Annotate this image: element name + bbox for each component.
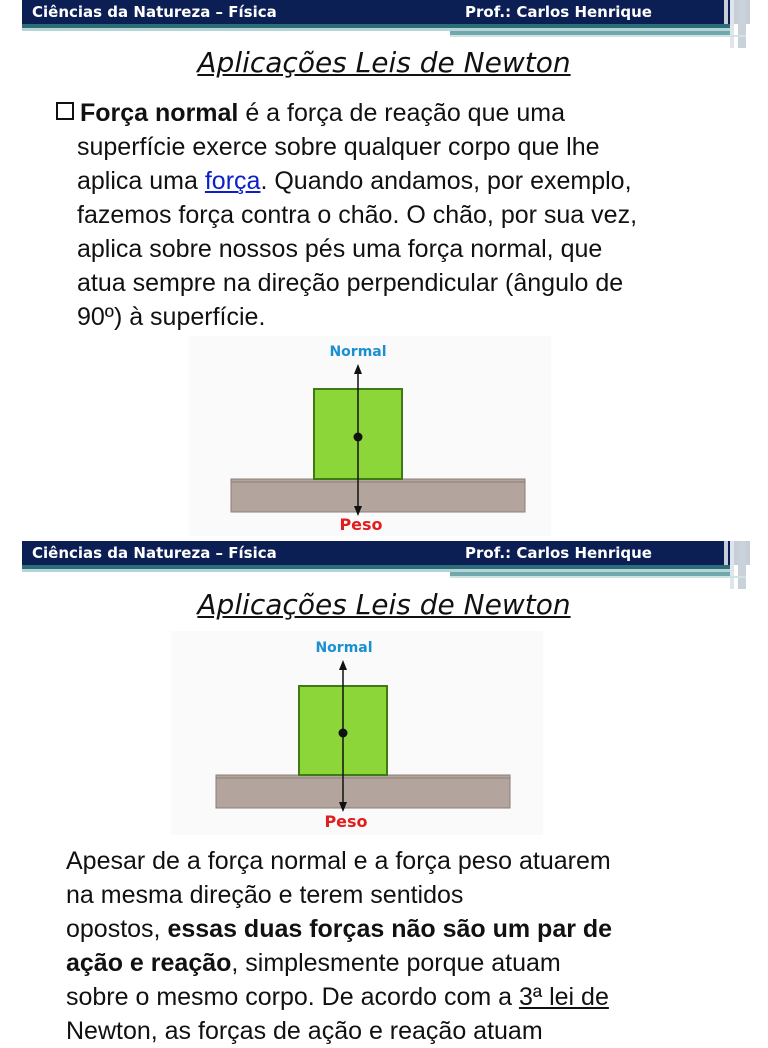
ground-surface	[216, 775, 510, 808]
normal-label: Normal	[329, 344, 387, 360]
action-reaction-paragraph	[66, 844, 706, 1048]
paragraph-text: sobre o mesmo corpo. De acordo com a	[66, 983, 519, 1011]
paragraph-line: atua sempre na direção perpendicular (ângulo de	[77, 269, 624, 297]
header-subject: Ciências da Natureza – Física	[32, 544, 277, 562]
header-teacher: Prof.: Carlos Henrique	[465, 3, 652, 21]
header-edge-stripe	[738, 541, 746, 589]
header-subject: Ciências da Natureza – Física	[32, 3, 277, 21]
normal-force-paragraph	[56, 96, 736, 334]
paragraph-line	[66, 946, 706, 980]
paragraph-line: fazemos força contra o chão. O chão, por sua vez,	[77, 201, 638, 229]
paragraph-line	[66, 912, 706, 946]
normal-force-diagram	[171, 631, 543, 835]
paragraph-line: aplica sobre nossos pés uma força normal, que	[77, 235, 603, 263]
header-teacher: Prof.: Carlos Henrique	[465, 544, 652, 562]
slide-title: Aplicações Leis de Newton	[197, 46, 571, 79]
paragraph-text: é a força de reação que uma	[238, 99, 565, 127]
header-edge-stripe	[730, 0, 734, 48]
normal-label: Normal	[315, 640, 373, 656]
header-edge-stripe	[730, 541, 734, 589]
paragraph-line	[66, 980, 706, 1014]
slide-header	[22, 0, 746, 24]
weight-label: Peso	[324, 812, 368, 831]
slide-header	[22, 541, 746, 565]
forca-link[interactable]: força	[204, 167, 261, 195]
header-stripe	[724, 541, 728, 565]
paragraph-line: Newton, as forças de ação e reação atuam	[66, 1017, 543, 1045]
weight-label: Peso	[339, 515, 383, 534]
header-divider	[450, 576, 746, 578]
slide-2	[0, 541, 768, 1045]
center-of-mass-dot	[354, 433, 363, 442]
paragraph-line: Apesar de a força normal e a força peso atuarem	[66, 847, 611, 875]
bold-statement: ação e reação	[66, 949, 232, 977]
paragraph-line: superfície exerce sobre qualquer corpo que lhe	[77, 133, 600, 161]
paragraph-text: . Quando andamos, por exemplo,	[260, 167, 632, 195]
bold-term: Força normal	[80, 99, 239, 127]
paragraph-line: 90º) à superfície.	[77, 303, 266, 331]
third-law-reference[interactable]: 3ª lei de	[518, 983, 609, 1011]
paragraph-line: na mesma direção e terem sentidos	[66, 881, 464, 909]
paragraph-text: opostos,	[66, 915, 168, 943]
ground-surface	[231, 479, 525, 512]
paragraph-text: aplica uma	[77, 167, 205, 195]
slide-title: Aplicações Leis de Newton	[197, 588, 571, 621]
paragraph-line	[56, 164, 736, 198]
normal-force-diagram	[189, 336, 551, 536]
header-stripe	[724, 0, 728, 24]
paragraph-text: , simplesmente porque atuam	[231, 949, 561, 977]
bold-statement: essas duas forças não são um par de	[167, 915, 613, 943]
center-of-mass-dot	[339, 729, 348, 738]
header-edge-stripe	[738, 0, 746, 48]
header-divider	[450, 35, 746, 37]
checkbox-bullet-icon	[56, 102, 74, 120]
